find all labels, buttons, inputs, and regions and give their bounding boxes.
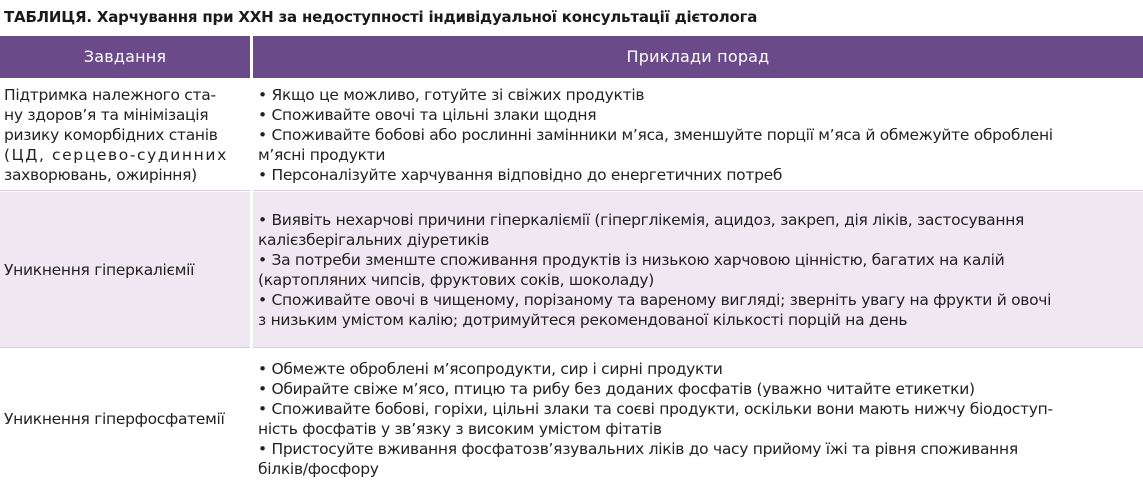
advice-line: • Обирайте свіже м’ясо, птицю та рибу без доданих фосфатів (уважно читайте етикетки) bbox=[258, 379, 975, 398]
table-row-3-advice bbox=[253, 349, 1143, 488]
advice-line: калієзберігальних діуретиків bbox=[258, 230, 490, 249]
table-row-2-advice bbox=[253, 192, 1143, 347]
task-line: захворювань, ожиріння) bbox=[4, 165, 197, 184]
column-header-advice: Приклади порад bbox=[253, 36, 1143, 78]
advice-line: • Споживайте бобові або рослинні замінники м’яса, зменшуйте порції м’яса й обмежуйте оброблені bbox=[258, 125, 1053, 144]
task-line: (ЦД, серцево-судинних bbox=[4, 145, 228, 164]
advice-line: (картопляних чипсів, фруктових соків, шоколаду) bbox=[258, 270, 654, 289]
advice-line: м’ясні продукти bbox=[258, 145, 386, 164]
advice-line: ність фосфатів у зв’язку з високим умістом фітатів bbox=[258, 419, 662, 438]
diet-table bbox=[0, 36, 1143, 488]
table-row-1-task bbox=[0, 79, 250, 190]
column-separator bbox=[250, 78, 253, 488]
task-line: Підтримка належного ста- bbox=[4, 85, 216, 104]
advice-line: білків/фосфору bbox=[258, 459, 379, 478]
advice-line: • Обмежте оброблені м’ясопродукти, сир і сирні продукти bbox=[258, 359, 723, 378]
table-row-1-advice bbox=[253, 79, 1143, 190]
advice-line: • Персоналізуйте харчування відповідно до енергетичних потреб bbox=[258, 165, 783, 184]
advice-line: • За потреби зменште споживання продуктів із низькою харчовою цінністю, багатих на калій bbox=[258, 250, 1005, 269]
column-header-task: Завдання bbox=[0, 36, 250, 78]
advice-line: • Споживайте овочі в чищеному, порізаному та вареному вигляді; зверніть увагу на фрукти й овочі bbox=[258, 290, 1052, 309]
advice-line: • Пристосуйте вживання фосфатозв’язувальних ліків до часу прийому їжі та рівня споживання bbox=[258, 439, 1018, 458]
advice-line: • Споживайте овочі та цільні злаки щодня bbox=[258, 105, 597, 124]
task-line: ризику коморбідних станів bbox=[4, 125, 218, 144]
task-line: ну здоров’я та мінімізація bbox=[4, 105, 209, 124]
task-line: Уникнення гіперфосфатемії bbox=[4, 409, 225, 428]
advice-line: • Споживайте бобові, горіхи, цільні злаки та соєві продукти, оскільки вони мають нижчу біодоступ- bbox=[258, 399, 1053, 418]
task-line: Уникнення гіперкаліємії bbox=[4, 260, 195, 279]
advice-line: • Виявіть нехарчові причини гіперкаліємії (гіперглікемія, ацидоз, закреп, дія ліків, застосування bbox=[258, 210, 1025, 229]
table-caption: ТАБЛИЦЯ. Харчування при ХХН за недоступності індивідуальної консультації дієтолога bbox=[4, 8, 758, 26]
table-row-2-task bbox=[0, 192, 250, 347]
table-row-3-task bbox=[0, 349, 250, 488]
advice-line: • Якщо це можливо, готуйте зі свіжих продуктів bbox=[258, 85, 645, 104]
advice-line: з низьким умістом калію; дотримуйтеся рекомендованої кількості порцій на день bbox=[258, 310, 908, 329]
